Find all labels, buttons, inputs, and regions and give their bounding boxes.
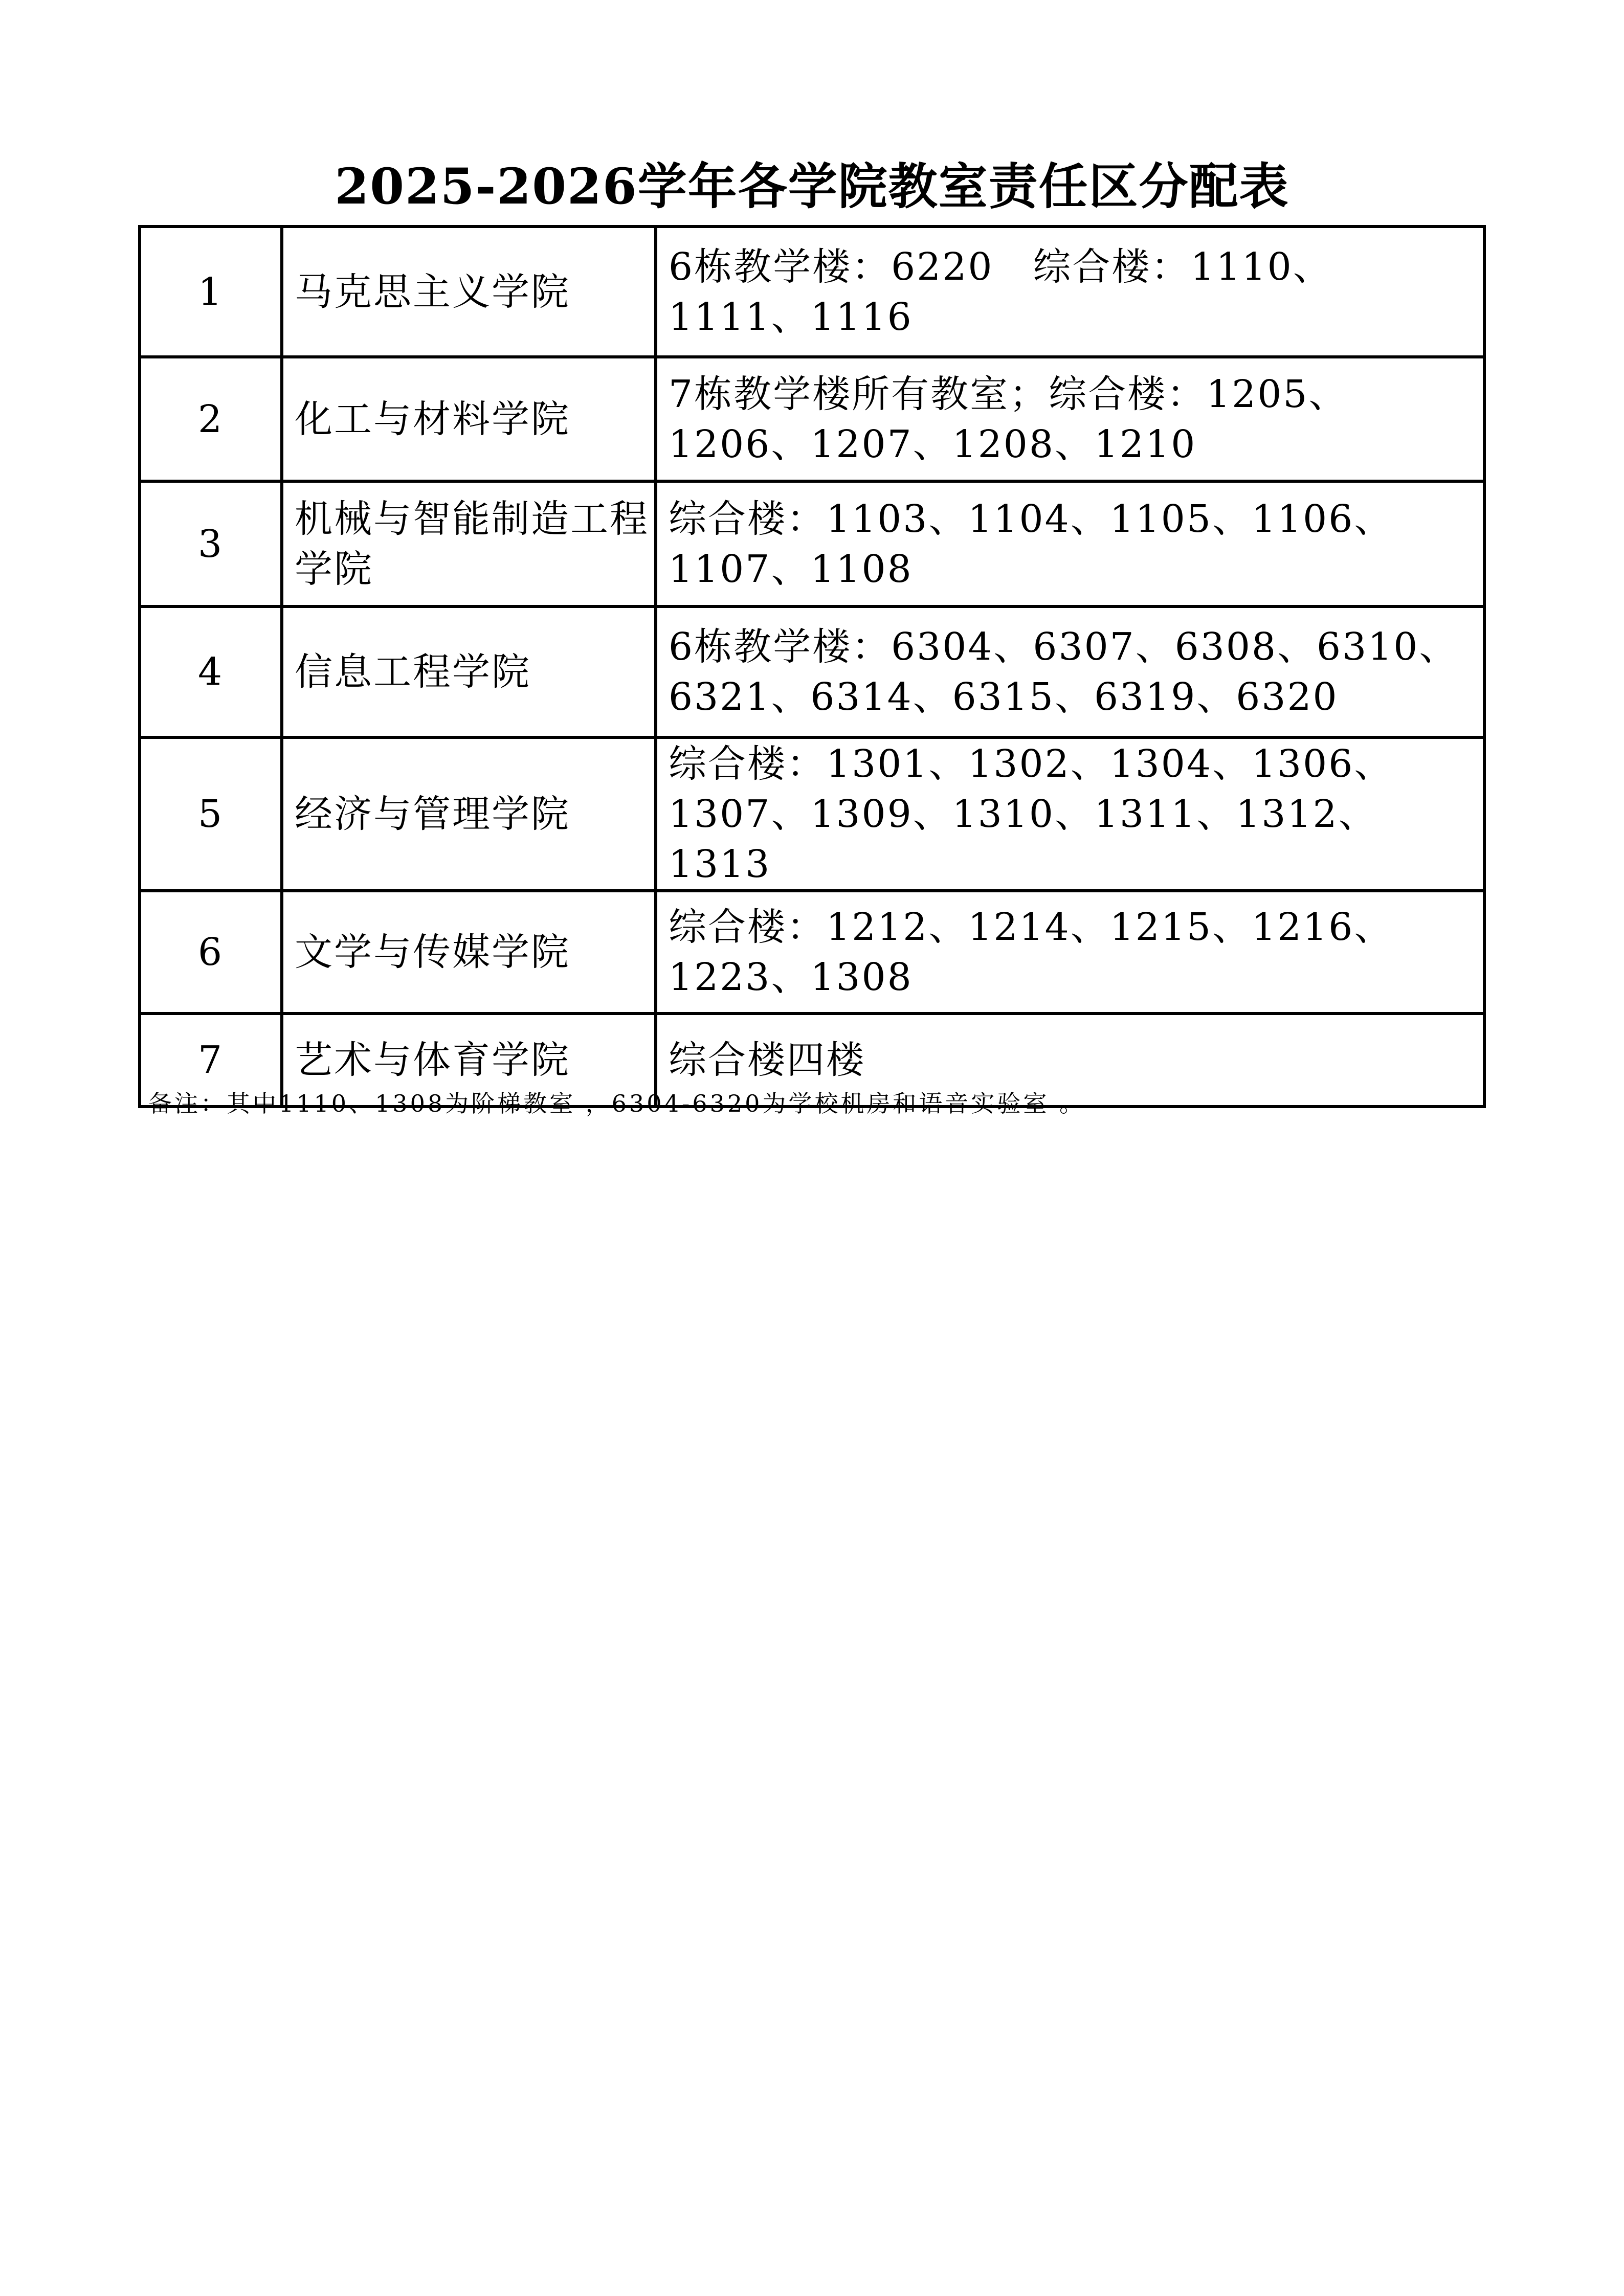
table-row: [140, 227, 1484, 357]
classroom-list: 综合楼：1212、1214、1215、1216、1223、1308: [656, 891, 1484, 1014]
college-name: 化工与材料学院: [282, 357, 656, 481]
row-number: 6: [140, 891, 282, 1014]
classroom-list: 6栋教学楼：6220 综合楼：1110、1111、1116: [656, 227, 1484, 357]
table-row: [140, 737, 1484, 891]
college-name: 信息工程学院: [282, 606, 656, 737]
classroom-list: 综合楼四楼: [656, 1014, 1484, 1107]
allocation-table: [138, 225, 1486, 1108]
table-row: [140, 606, 1484, 737]
classroom-list: 7栋教学楼所有教室；综合楼：1205、1206、1207、1208、1210: [656, 357, 1484, 481]
page-title: 2025-2026学年各学院教室责任区分配表: [335, 157, 1289, 215]
college-name: 马克思主义学院: [282, 227, 656, 357]
footnote: 备注：其中1110、1308为阶梯教室 ，6304-6320为学校机房和语音实验室 。: [148, 1090, 1086, 1117]
row-number: 3: [140, 481, 282, 606]
row-number: 7: [140, 1014, 282, 1107]
classroom-list: 综合楼：1301、1302、1304、1306、1307、1309、1310、1311、1312、1313: [656, 737, 1484, 891]
classroom-list: 6栋教学楼：6304、6307、6308、6310、6321、6314、6315、6319、6320: [656, 606, 1484, 737]
row-number: 1: [140, 227, 282, 357]
allocation-table-body: [140, 227, 1484, 1107]
row-number: 2: [140, 357, 282, 481]
table-row: [140, 891, 1484, 1014]
classroom-list: 综合楼：1103、1104、1105、1106、1107、1108: [656, 481, 1484, 606]
college-name: 文学与传媒学院: [282, 891, 656, 1014]
college-name: 经济与管理学院: [282, 737, 656, 891]
row-number: 4: [140, 606, 282, 737]
college-name: 艺术与体育学院: [282, 1014, 656, 1107]
table-row: [140, 481, 1484, 606]
college-name: 机械与智能制造工程学院: [282, 481, 656, 606]
row-number: 5: [140, 737, 282, 891]
table-row: [140, 357, 1484, 481]
